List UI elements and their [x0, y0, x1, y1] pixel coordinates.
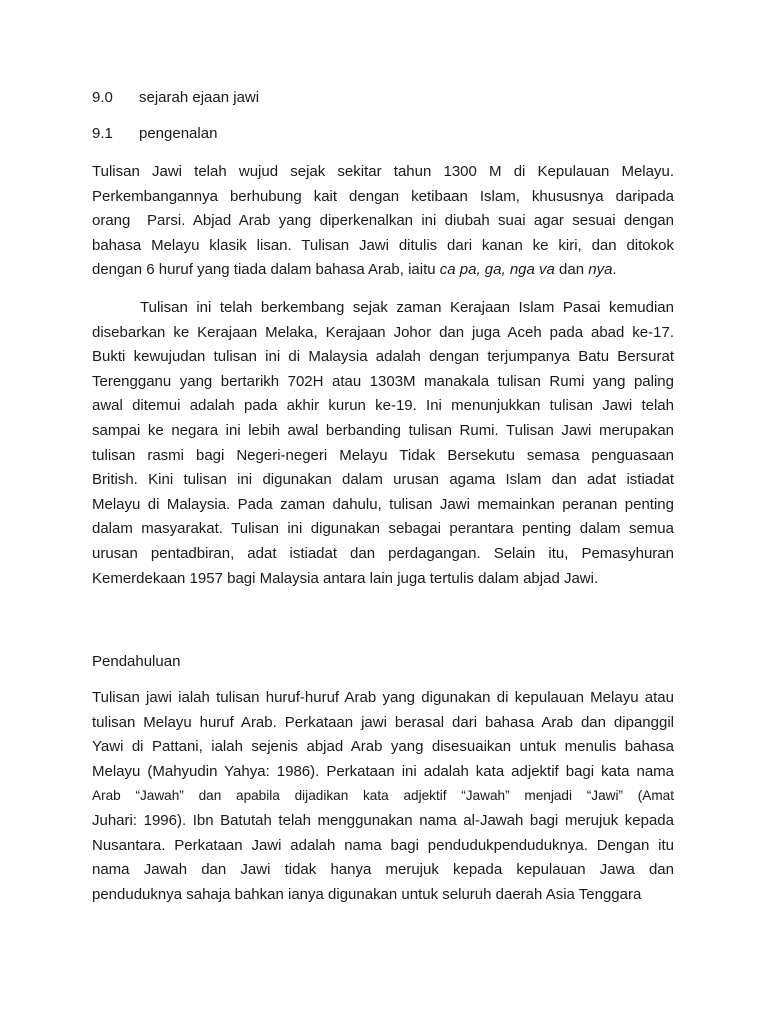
paragraph-line: orang Parsi. Abjad Arab yang diperkenalkan ini diubah suai agar sesuai dengan [92, 212, 674, 230]
paragraph-line: Bukti kewujudan tulisan ini di Malaysia adalah dengan terjumpanya Batu Bersurat [92, 348, 674, 366]
paragraph-line: Terengganu yang bertarikh 702H atau 1303M manakala tulisan Rumi yang paling [92, 372, 674, 390]
section-heading-9-0 [92, 88, 259, 108]
paragraph-line: Nusantara. Perkataan Jawi adalah nama bagi pendudukpenduduknya. Dengan itu [92, 836, 674, 854]
paragraph-line: Melayu (Mahyudin Yahya: 1986). Perkataan ini adalah kata adjektif bagi kata nama [92, 762, 674, 780]
pendahuluan-heading: Pendahuluan [92, 653, 181, 670]
paragraph-line: Perkembangannya berhubung kait dengan ketibaan Islam, khususnya daripada [92, 187, 674, 205]
paragraph-line: Arab “Jawah” dan apabila dijadikan kata adjektif “Jawah” menjadi “Jawi” (Amat [92, 788, 674, 804]
section-number: 9.0 [92, 89, 113, 106]
paragraph-line-text: Tulisan ini telah berkembang sejak zaman Kerajaan Islam Pasai kemudian [140, 299, 674, 316]
paragraph-line: Yawi di Pattani, ialah sejenis abjad Arab yang disesuaikan untuk menulis bahasa [92, 738, 674, 756]
paragraph-line: Kemerdekaan 1957 bagi Malaysia antara lain juga tertulis dalam abjad Jawi. [92, 569, 599, 587]
paragraph-intro [92, 160, 674, 283]
paragraph-line: bahasa Melayu klasik lisan. Tulisan Jawi ditulis dari kanan ke kiri, dan ditokok [92, 236, 674, 254]
paragraph-line: Melayu di Malaysia. Pada zaman dahulu, tulisan Jawi memainkan peranan penting [92, 495, 674, 513]
text-run: dan [554, 261, 589, 279]
paragraph-line: disebarkan ke Kerajaan Melaka, Kerajaan Johor dan juga Aceh pada abad ke-17. [92, 323, 674, 341]
paragraph-line: sampai ke negara ini lebih awal berbanding tulisan Rumi. Tulisan Jawi merupakan [92, 421, 674, 439]
italic-run: ca pa, ga, nga va [439, 261, 555, 279]
italic-run: nya [588, 261, 613, 279]
text-run: dengan 6 huruf yang tiada dalam bahasa Arab, iaitu [92, 261, 440, 279]
paragraph-line: Juhari: 1996). Ibn Batutah telah menggunakan nama al-Jawah bagi merujuk kepada [92, 811, 674, 829]
section-number: 9.1 [92, 125, 113, 142]
text-run: . [612, 261, 617, 279]
paragraph-line: tulisan rasmi bagi Negeri-negeri Melayu Tidak Bersekutu semasa penguasaan [92, 446, 674, 464]
paragraph-line: penduduknya sahaja bahkan ianya digunakan untuk seluruh daerah Asia Tenggara [92, 885, 642, 903]
paragraph-line: awal ditemui adalah pada akhir kurun ke-19. Ini menunjukkan tulisan Jawi telah [92, 397, 674, 415]
paragraph-line [92, 296, 674, 321]
paragraph-history [92, 296, 674, 591]
paragraph-line: dalam masyarakat. Tulisan ini digunakan sebagai perantara penting dalam semua [92, 520, 674, 538]
paragraph-line: Tulisan jawi ialah tulisan huruf-huruf Arab yang digunakan di kepulauan Melayu atau [92, 689, 674, 706]
section-heading-9-1 [92, 124, 217, 144]
paragraph-line: nama Jawah dan Jawi tidak hanya merujuk kepada kepulauan Jawa dan [92, 861, 674, 879]
section-title: sejarah ejaan jawi [139, 89, 260, 106]
paragraph-line: tulisan Melayu huruf Arab. Perkataan jawi berasal dari bahasa Arab dan dipanggil [92, 713, 674, 731]
paragraph-pendahuluan [92, 686, 674, 907]
paragraph-line: urusan pentadbiran, adat istiadat dan perdagangan. Selain itu, Pemasyhuran [92, 544, 674, 562]
paragraph-line: Tulisan Jawi telah wujud sejak sekitar tahun 1300 M di Kepulauan Melayu. [92, 163, 674, 180]
paragraph-line: British. Kini tulisan ini digunakan dalam urusan agama Islam dan adat istiadat [92, 471, 674, 489]
paragraph-line [92, 258, 674, 283]
section-title: pengenalan [139, 125, 218, 142]
